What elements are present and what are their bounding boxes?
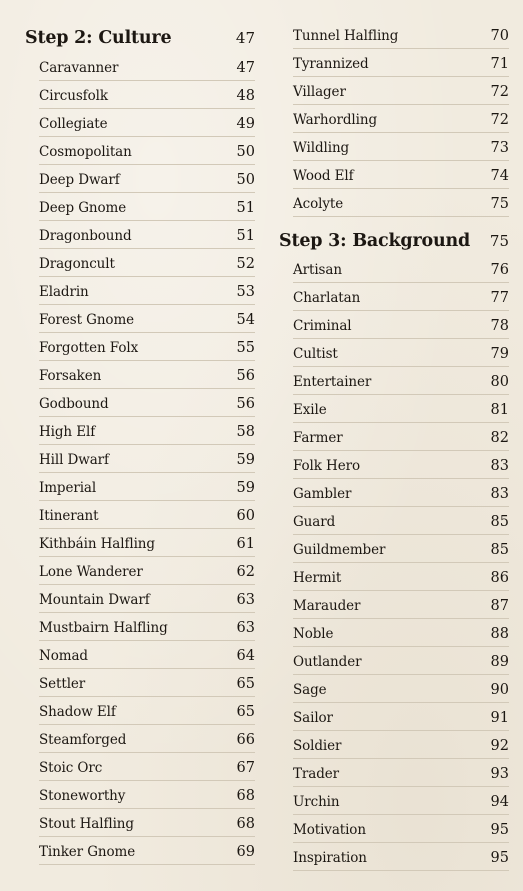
entry-page-number: 54 <box>236 312 255 328</box>
entry-label: Circusfolk <box>39 88 108 104</box>
entry-label: Tunnel Halfling <box>293 28 399 44</box>
entry-label: Forest Gnome <box>39 312 135 328</box>
entry-page-number: 63 <box>236 620 255 636</box>
entry-label: Nomad <box>39 648 88 664</box>
toc-entry[interactable] <box>293 20 509 49</box>
entry-label: Exile <box>293 402 327 418</box>
entry-label: Tyrannized <box>293 56 369 72</box>
entry-label: Stoic Orc <box>39 760 103 776</box>
toc-entry[interactable] <box>293 450 509 479</box>
entry-page-number: 71 <box>490 56 509 72</box>
entry-label: Dragonbound <box>39 228 132 244</box>
entry-page-number: 50 <box>236 144 255 160</box>
toc-entry[interactable] <box>39 108 255 137</box>
toc-entry[interactable] <box>293 282 509 311</box>
toc-entry[interactable] <box>39 332 255 361</box>
toc-entry[interactable] <box>39 80 255 109</box>
entry-label: Deep Dwarf <box>39 172 120 188</box>
entry-label: Criminal <box>293 318 352 334</box>
toc-heading-culture[interactable] <box>25 22 255 50</box>
entry-page-number: 74 <box>490 168 509 184</box>
toc-entry[interactable] <box>39 248 255 277</box>
toc-entry[interactable] <box>293 188 509 217</box>
toc-entry[interactable] <box>39 472 255 501</box>
toc-entry[interactable] <box>293 394 509 423</box>
entry-page-number: 50 <box>236 172 255 188</box>
entry-label: Warhordling <box>293 112 377 128</box>
entry-label: Caravanner <box>39 60 119 76</box>
entry-page-number: 58 <box>236 424 255 440</box>
entry-page-number: 94 <box>490 794 509 810</box>
entry-page-number: 95 <box>490 850 509 866</box>
entry-label: Sage <box>293 682 327 698</box>
entry-page-number: 76 <box>490 262 509 278</box>
toc-entry[interactable] <box>39 276 255 305</box>
toc-entry[interactable] <box>293 506 509 535</box>
entry-page-number: 60 <box>236 508 255 524</box>
entry-page-number: 63 <box>236 592 255 608</box>
entry-label: Forgotten Folx <box>39 340 139 356</box>
entry-label: Kithbáin Halfling <box>39 536 155 552</box>
entry-page-number: 83 <box>490 486 509 502</box>
entry-label: Marauder <box>293 598 361 614</box>
toc-entry[interactable] <box>293 618 509 647</box>
entry-label: Urchin <box>293 794 340 810</box>
entry-page-number: 65 <box>236 676 255 692</box>
entry-page-number: 51 <box>236 228 255 244</box>
section-title: Step 3: Background <box>279 231 471 251</box>
entry-page-number: 49 <box>236 116 255 132</box>
entry-label: Shadow Elf <box>39 704 116 720</box>
entry-label: Gambler <box>293 486 352 502</box>
entry-label: Guard <box>293 514 336 530</box>
entry-label: Wildling <box>293 140 350 156</box>
toc-entry[interactable] <box>39 808 255 837</box>
entry-page-number: 91 <box>490 710 509 726</box>
entry-label: Entertainer <box>293 374 372 390</box>
entry-label: Steamforged <box>39 732 127 748</box>
entry-label: Cultist <box>293 346 338 362</box>
entry-page-number: 65 <box>236 704 255 720</box>
toc-entry[interactable] <box>293 104 509 133</box>
entry-page-number: 77 <box>490 290 509 306</box>
toc-entry[interactable] <box>39 528 255 557</box>
toc-entry[interactable] <box>39 52 255 81</box>
section-page-number: 75 <box>489 232 509 250</box>
toc-entry[interactable] <box>293 534 509 563</box>
entry-label: Tinker Gnome <box>39 844 136 860</box>
entry-page-number: 67 <box>236 760 255 776</box>
entry-page-number: 89 <box>490 654 509 670</box>
entry-page-number: 68 <box>236 816 255 832</box>
toc-entry[interactable] <box>293 842 509 871</box>
entry-label: Guildmember <box>293 542 386 558</box>
toc-entry[interactable] <box>293 702 509 731</box>
entry-page-number: 69 <box>236 844 255 860</box>
toc-entry[interactable] <box>293 646 509 675</box>
toc-entry[interactable] <box>39 500 255 529</box>
entry-page-number: 92 <box>490 738 509 754</box>
entry-page-number: 59 <box>236 452 255 468</box>
entry-page-number: 75 <box>490 196 509 212</box>
toc-entry[interactable] <box>39 220 255 249</box>
entry-label: Outlander <box>293 654 362 670</box>
entry-label: Wood Elf <box>293 168 354 184</box>
entry-page-number: 64 <box>236 648 255 664</box>
entry-page-number: 90 <box>490 682 509 698</box>
entry-page-number: 80 <box>490 374 509 390</box>
entry-label: Dragoncult <box>39 256 115 272</box>
entry-label: Stout Halfling <box>39 816 134 832</box>
toc-entry[interactable] <box>39 612 255 641</box>
entry-page-number: 78 <box>490 318 509 334</box>
entry-label: Stoneworthy <box>39 788 126 804</box>
entry-label: Charlatan <box>293 290 361 306</box>
toc-entry[interactable] <box>39 360 255 389</box>
entry-label: Itinerant <box>39 508 99 524</box>
section-page-number: 47 <box>235 29 255 47</box>
toc-entry[interactable] <box>39 136 255 165</box>
entry-label: Cosmopolitan <box>39 144 132 160</box>
entry-label: Soldier <box>293 738 342 754</box>
entry-label: Lone Wanderer <box>39 564 143 580</box>
entry-page-number: 82 <box>490 430 509 446</box>
entry-page-number: 51 <box>236 200 255 216</box>
entry-page-number: 55 <box>236 340 255 356</box>
entry-page-number: 61 <box>236 536 255 552</box>
entry-label: Artisan <box>293 262 342 278</box>
toc-entry[interactable] <box>293 814 509 843</box>
toc-entry[interactable] <box>293 254 509 283</box>
toc-entry[interactable] <box>293 160 509 189</box>
toc-entry[interactable] <box>293 590 509 619</box>
toc-entry[interactable] <box>293 758 509 787</box>
toc-entry[interactable] <box>293 48 509 77</box>
entry-label: Collegiate <box>39 116 108 132</box>
entry-page-number: 93 <box>490 766 509 782</box>
entry-label: Deep Gnome <box>39 200 127 216</box>
entry-label: Acolyte <box>293 196 344 212</box>
entry-label: Godbound <box>39 396 109 412</box>
toc-entry[interactable] <box>39 696 255 725</box>
entry-page-number: 68 <box>236 788 255 804</box>
toc-entry[interactable] <box>39 304 255 333</box>
entry-page-number: 62 <box>236 564 255 580</box>
toc-entry[interactable] <box>293 366 509 395</box>
entry-label: Folk Hero <box>293 458 360 474</box>
entry-page-number: 66 <box>236 732 255 748</box>
entry-page-number: 52 <box>236 256 255 272</box>
entry-page-number: 59 <box>236 480 255 496</box>
toc-entry[interactable] <box>293 562 509 591</box>
toc-entry[interactable] <box>39 668 255 697</box>
entry-label: Motivation <box>293 822 366 838</box>
entry-page-number: 79 <box>490 346 509 362</box>
toc-entry[interactable] <box>293 730 509 759</box>
toc-entry[interactable] <box>39 388 255 417</box>
entry-page-number: 70 <box>490 28 509 44</box>
entry-page-number: 53 <box>236 284 255 300</box>
entry-label: Eladrin <box>39 284 89 300</box>
toc-entry[interactable] <box>39 724 255 753</box>
entry-page-number: 81 <box>490 402 509 418</box>
entry-label: Sailor <box>293 710 333 726</box>
toc-entry[interactable] <box>39 192 255 221</box>
toc-entry[interactable] <box>39 556 255 585</box>
entry-label: Trader <box>293 766 339 782</box>
entry-label: Noble <box>293 626 334 642</box>
entry-label: High Elf <box>39 424 96 440</box>
entry-label: Imperial <box>39 480 97 496</box>
toc-entry[interactable] <box>39 752 255 781</box>
entry-page-number: 47 <box>236 60 255 76</box>
toc-entry[interactable] <box>39 416 255 445</box>
toc-entry[interactable] <box>293 478 509 507</box>
toc-entry[interactable] <box>39 164 255 193</box>
entry-label: Farmer <box>293 430 343 446</box>
toc-entry[interactable] <box>293 338 509 367</box>
toc-entry[interactable] <box>293 310 509 339</box>
toc-entry[interactable] <box>39 836 255 865</box>
entry-page-number: 83 <box>490 458 509 474</box>
entry-label: Villager <box>293 84 346 100</box>
entry-page-number: 48 <box>236 88 255 104</box>
entry-page-number: 73 <box>490 140 509 156</box>
toc-heading-background[interactable] <box>279 225 509 253</box>
toc-entry[interactable] <box>293 786 509 815</box>
entry-label: Mustbairn Halfling <box>39 620 168 636</box>
entry-page-number: 87 <box>490 598 509 614</box>
section-title: Step 2: Culture <box>25 28 172 48</box>
entry-label: Forsaken <box>39 368 102 384</box>
entry-page-number: 85 <box>490 542 509 558</box>
entry-label: Mountain Dwarf <box>39 592 150 608</box>
entry-page-number: 56 <box>236 396 255 412</box>
entry-page-number: 72 <box>490 112 509 128</box>
toc-entry[interactable] <box>39 640 255 669</box>
toc-entry[interactable] <box>293 76 509 105</box>
entry-page-number: 56 <box>236 368 255 384</box>
entry-page-number: 72 <box>490 84 509 100</box>
toc-entry[interactable] <box>293 132 509 161</box>
entry-page-number: 86 <box>490 570 509 586</box>
entry-label: Settler <box>39 676 86 692</box>
toc-entry[interactable] <box>293 422 509 451</box>
entry-label: Inspiration <box>293 850 367 866</box>
entry-page-number: 88 <box>490 626 509 642</box>
entry-page-number: 95 <box>490 822 509 838</box>
toc-entry[interactable] <box>39 444 255 473</box>
entry-label: Hill Dwarf <box>39 452 109 468</box>
toc-entry[interactable] <box>39 780 255 809</box>
entry-label: Hermit <box>293 570 342 586</box>
toc-entry[interactable] <box>293 674 509 703</box>
toc-entry[interactable] <box>39 584 255 613</box>
entry-page-number: 85 <box>490 514 509 530</box>
